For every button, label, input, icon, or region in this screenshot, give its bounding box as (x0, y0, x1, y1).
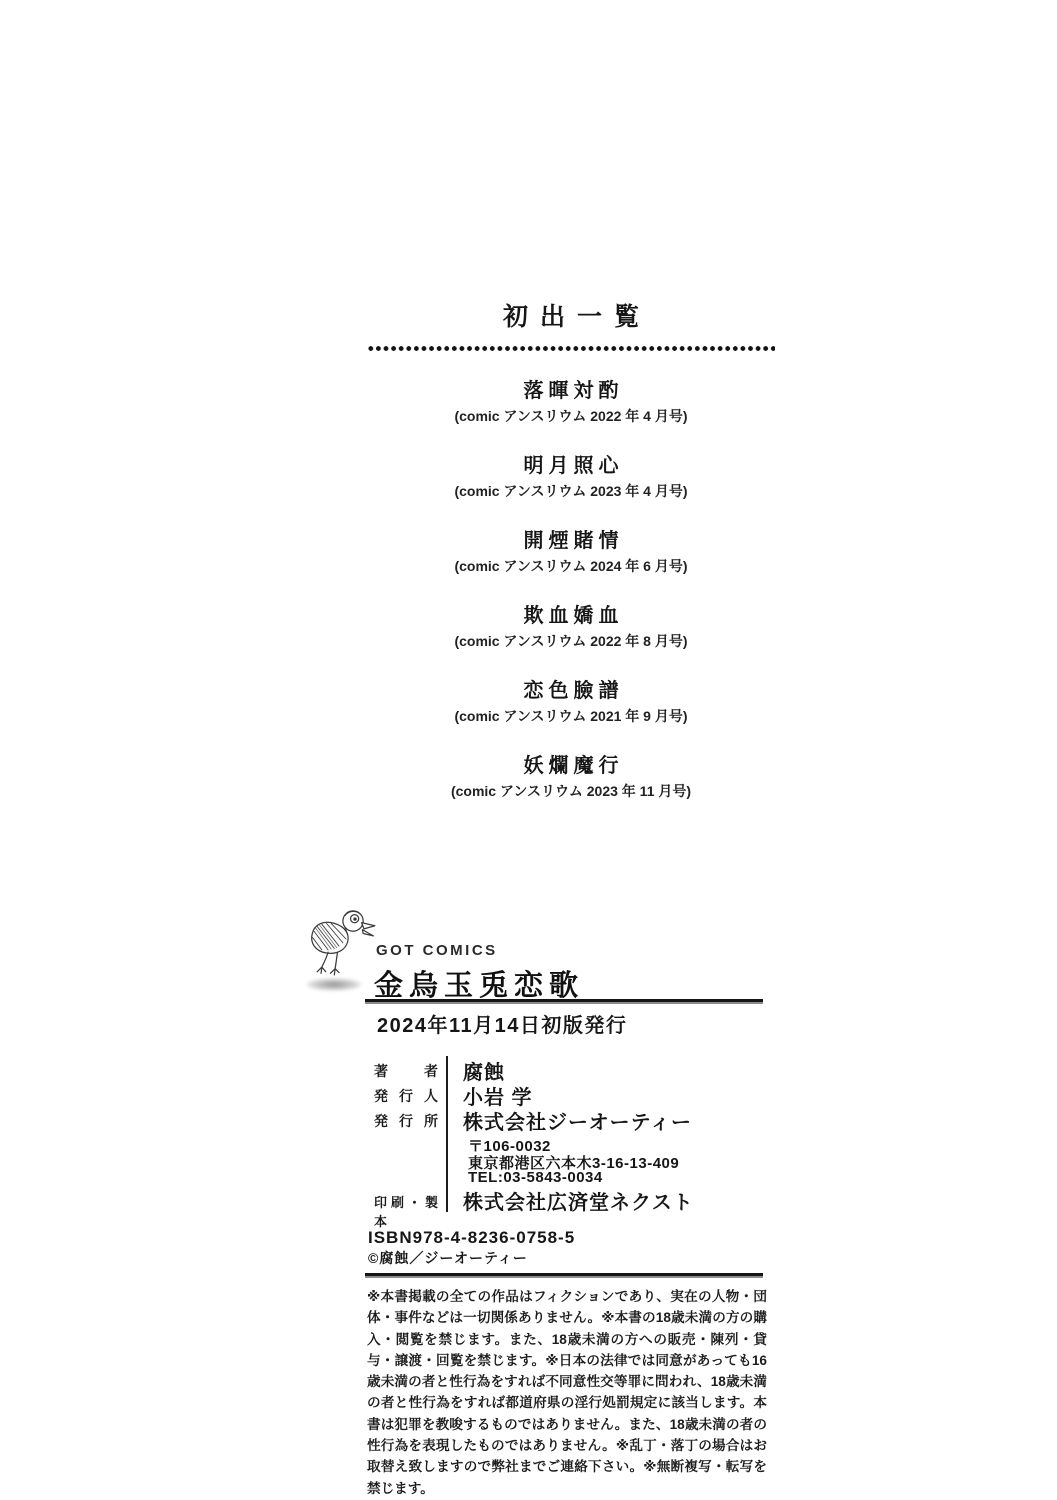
credit-value: 腐蝕 (446, 1056, 774, 1081)
title-underline (365, 999, 763, 1004)
publication-entry (367, 524, 775, 576)
bird-sketch-icon (300, 900, 378, 983)
credit-row-tel (374, 1169, 774, 1186)
credit-label: 発行人 (374, 1088, 438, 1104)
story-source: (comic アンスリウム 2023 年 4 月号) (454, 483, 688, 499)
book-title: 金烏玉兎恋歌 (374, 970, 585, 1002)
credit-row-address (374, 1152, 774, 1172)
disclaimer-divider (365, 1273, 763, 1278)
credit-label: 印刷・製本 (374, 1195, 438, 1229)
credit-row-postal (374, 1135, 774, 1155)
story-title: 明月照心 (523, 455, 624, 477)
logo-shadow (306, 978, 362, 991)
imprint-name: GOT COMICS (376, 942, 498, 959)
publisher-tel: TEL:03-5843-0034 (446, 1169, 774, 1186)
publication-entry (367, 749, 775, 801)
credit-label: 著者 (374, 1063, 438, 1079)
publication-entry (367, 449, 775, 501)
credit-value: 株式会社ジーオーティー (446, 1106, 774, 1135)
publisher-address: 東京都港区六本木3-16-13-409 (446, 1152, 774, 1169)
publication-entry (367, 374, 775, 426)
copyright-line: ©腐蝕／ジーオーティー (368, 1250, 528, 1266)
credit-row-publisher-person (374, 1081, 774, 1109)
first-publication-list (367, 297, 775, 801)
story-source: (comic アンスリウム 2022 年 4 月号) (454, 408, 688, 424)
credit-row-printing (374, 1186, 774, 1229)
story-title: 開煙賭情 (523, 530, 624, 552)
credit-row-author (374, 1056, 774, 1084)
isbn-number: ISBN978-4-8236-0758-5 (368, 1228, 576, 1247)
story-source: (comic アンスリウム 2024 年 6 月号) (454, 558, 688, 574)
publisher-postal-code: 〒106-0032 (446, 1135, 774, 1152)
credit-label-empty (374, 1169, 438, 1186)
publication-entry (367, 674, 775, 726)
credit-value: 株式会社広済堂ネクスト (446, 1186, 774, 1212)
credit-label-empty (374, 1152, 438, 1169)
edition-date: 2024年11月14日初版発行 (377, 1015, 628, 1037)
credit-row-publisher (374, 1106, 774, 1135)
credits-table (374, 1056, 774, 1229)
story-title: 妖爛魔行 (523, 755, 624, 777)
first-publication-heading: 初出一覧 (502, 303, 651, 331)
story-title: 恋色臉譜 (523, 680, 624, 702)
story-source: (comic アンスリウム 2022 年 8 月号) (454, 633, 688, 649)
story-title: 欺血嬌血 (523, 605, 624, 627)
legal-disclaimer: ※本書掲載の全ての作品はフィクションであり、実在の人物・団体・事件などは一切関係ありません。※本書の18歳未満の方の購入・閲覧を禁じます。また、18歳未満の方への販売・陳列・貸与・譲渡・回覧を禁じます。※日本の法律では同意があっても16歳未満の者と性行為をすれば不同意性交等罪に問われ、18歳未満の者と性行為をすれば都道府県の淫行処罰規定に該当します。本書は犯罪を教唆するものではありません。また、18歳未満の者の性行為を表現したものではありません。※乱丁・落丁の場合はお取替え致しますので弊社までご連絡下さい。※無断複写・転写を禁じます。 (367, 1289, 767, 1496)
story-title: 落暉対酌 (523, 380, 624, 402)
credit-value: 小岩 学 (446, 1081, 774, 1106)
credit-label-empty (374, 1135, 438, 1152)
story-source: (comic アンスリウム 2023 年 11 月号) (450, 783, 692, 799)
credit-label: 発行所 (374, 1113, 438, 1129)
dotted-divider (367, 346, 775, 351)
story-source: (comic アンスリウム 2021 年 9 月号) (454, 708, 688, 724)
publication-entry (367, 599, 775, 651)
